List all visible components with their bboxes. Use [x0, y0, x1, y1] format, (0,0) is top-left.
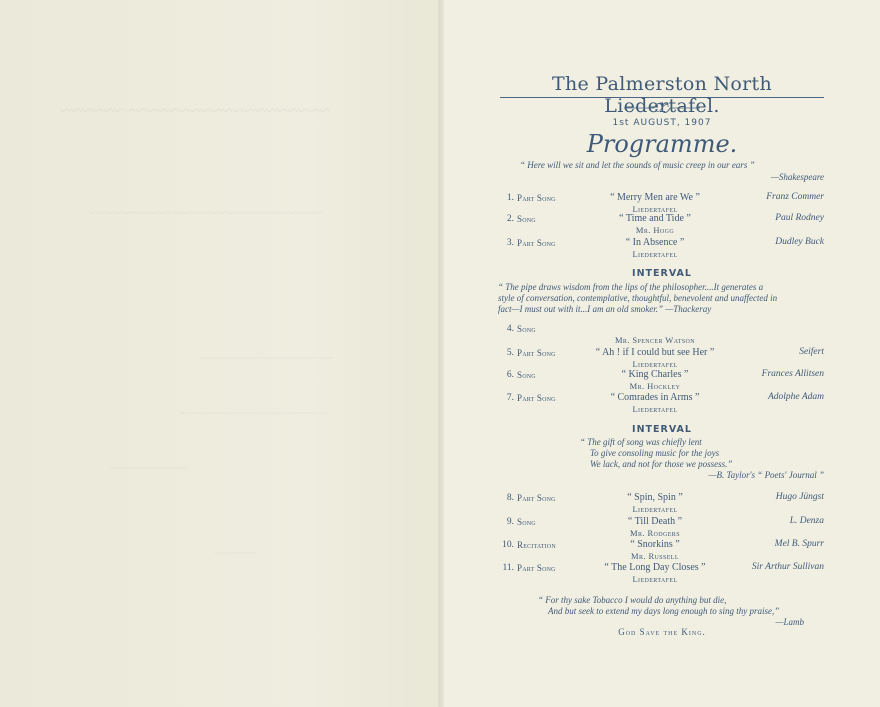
item-piece: “ Spin, Spin ”	[627, 492, 683, 503]
item-composer: Hugo Jüngst	[775, 492, 824, 502]
item-composer: Adolphe Adam	[767, 392, 824, 402]
item-performer: Liedertafel	[632, 574, 678, 584]
item-piece: “ The Long Day Closes ”	[604, 562, 706, 573]
bleed-through-text: ~~~~~~~~~~~~~~~~~~~~~~~~~	[60, 100, 331, 122]
bleed-through-text: ~~~~~~~~~~~	[110, 460, 188, 475]
item-number: 1.	[506, 193, 514, 203]
bleed-through-text: ~~~~~~~~~~~~~~~~~~~	[200, 350, 334, 365]
item-number: 3.	[506, 238, 514, 248]
programme-heading: Programme.	[586, 130, 738, 158]
epigraph-quote: “ Here will we sit and let the sounds of music creep in our ears ”	[520, 160, 755, 170]
item-performer: Mr. Spencer Watson	[614, 335, 696, 345]
bleed-through-text: ~~~~~~	[215, 545, 258, 560]
item-composer: Paul Rodney	[775, 213, 824, 223]
item-piece: “ In Absence ”	[625, 237, 685, 248]
flourish-ornament-icon	[620, 101, 704, 115]
item-kind: Part Song	[517, 493, 556, 503]
item-piece: “ Ah ! if I could but see Her ”	[595, 347, 715, 358]
concert-date: 1st AUGUST, 1907	[612, 118, 712, 128]
item-performer: Mr. Russell	[631, 551, 679, 561]
item-kind: Part Song	[517, 393, 556, 403]
item-performer: Mr. Hogg	[635, 225, 675, 235]
item-kind: Recitation	[517, 540, 556, 550]
item-number: 11.	[502, 563, 514, 573]
interval-quote-line: “ The pipe draws wisdom from the lips of the philosopher....It generates a	[498, 282, 764, 292]
item-composer: Sir Arthur Sullivan	[751, 562, 824, 572]
interval-quote-line: To give consoling music for the joys	[590, 448, 720, 458]
bleed-through-text: ~~~~~~~~~~~~~~~~~~~~~~~~~~~	[90, 205, 324, 222]
item-number: 4.	[506, 324, 514, 334]
item-kind: Song	[517, 214, 536, 224]
item-composer: L. Denza	[789, 516, 824, 526]
item-piece: “ Snorkins ”	[630, 539, 680, 550]
item-performer: Liedertafel	[632, 204, 678, 214]
item-piece: “ Comrades in Arms ”	[610, 392, 700, 403]
item-number: 8.	[506, 493, 514, 503]
item-composer: Mel B. Spurr	[774, 539, 824, 549]
item-kind: Part Song	[517, 238, 556, 248]
item-kind: Part Song	[517, 193, 556, 203]
closing-quote-line: And but seek to extend my days long enough to sing thy praise,”	[548, 606, 780, 616]
item-number: 10.	[502, 540, 514, 550]
closing-quote-attribution: —Lamb	[775, 617, 804, 627]
item-kind: Part Song	[517, 348, 556, 358]
item-performer: Liedertafel	[632, 504, 678, 514]
item-number: 5.	[506, 348, 514, 358]
closing-quote-line: “ For thy sake Tobacco I would do anything but die,	[538, 595, 727, 605]
item-number: 6.	[506, 370, 514, 380]
interval-quote-line: We lack, and not for those we possess.”	[590, 459, 733, 469]
item-performer: Liedertafel	[632, 359, 678, 369]
item-composer: Dudley Buck	[775, 237, 824, 247]
item-piece: “ Till Death ”	[627, 516, 683, 527]
item-performer: Liedertafel	[632, 404, 678, 414]
item-piece: “ King Charles ”	[621, 369, 689, 380]
item-composer: Frances Allitsen	[761, 369, 824, 379]
item-piece: “ Time and Tide ”	[619, 213, 691, 224]
bleed-through-text: ~~~~~~~~~~~~~~~~~~~~~	[180, 405, 328, 420]
interval-quote-line: “ The gift of song was chiefly lent	[580, 437, 702, 447]
interval-quote-attribution: —B. Taylor's “ Poets' Journal ”	[708, 470, 824, 480]
item-number: 2.	[506, 214, 514, 224]
item-performer: Mr. Rodgers	[630, 528, 680, 538]
title-rule	[500, 97, 824, 98]
item-performer: Mr. Hockley	[629, 381, 681, 391]
interval-heading: INTERVAL	[632, 424, 692, 435]
item-composer: Seifert	[799, 347, 824, 357]
page-title: The Palmerston North Liedertafel.	[552, 73, 772, 117]
item-piece: “ Merry Men are We ”	[610, 192, 700, 203]
item-kind: Song	[517, 517, 536, 527]
item-composer: Franz Commer	[766, 192, 824, 202]
item-kind: Song	[517, 324, 536, 334]
interval-quote-line: fact—I must out with it...I am an old smoker.” —Thackeray	[498, 304, 712, 314]
interval-quote-line: style of conversation, contemplative, thoughtful, benevolent and unaffected in	[498, 293, 778, 303]
item-kind: Part Song	[517, 563, 556, 573]
item-number: 7.	[506, 393, 514, 403]
item-kind: Song	[517, 370, 536, 380]
anthem-line: God Save the King.	[618, 627, 706, 637]
item-number: 9.	[506, 517, 514, 527]
interval-heading: INTERVAL	[632, 268, 692, 279]
epigraph-attribution: —Shakespeare	[770, 172, 824, 182]
item-performer: Liedertafel	[632, 249, 678, 259]
